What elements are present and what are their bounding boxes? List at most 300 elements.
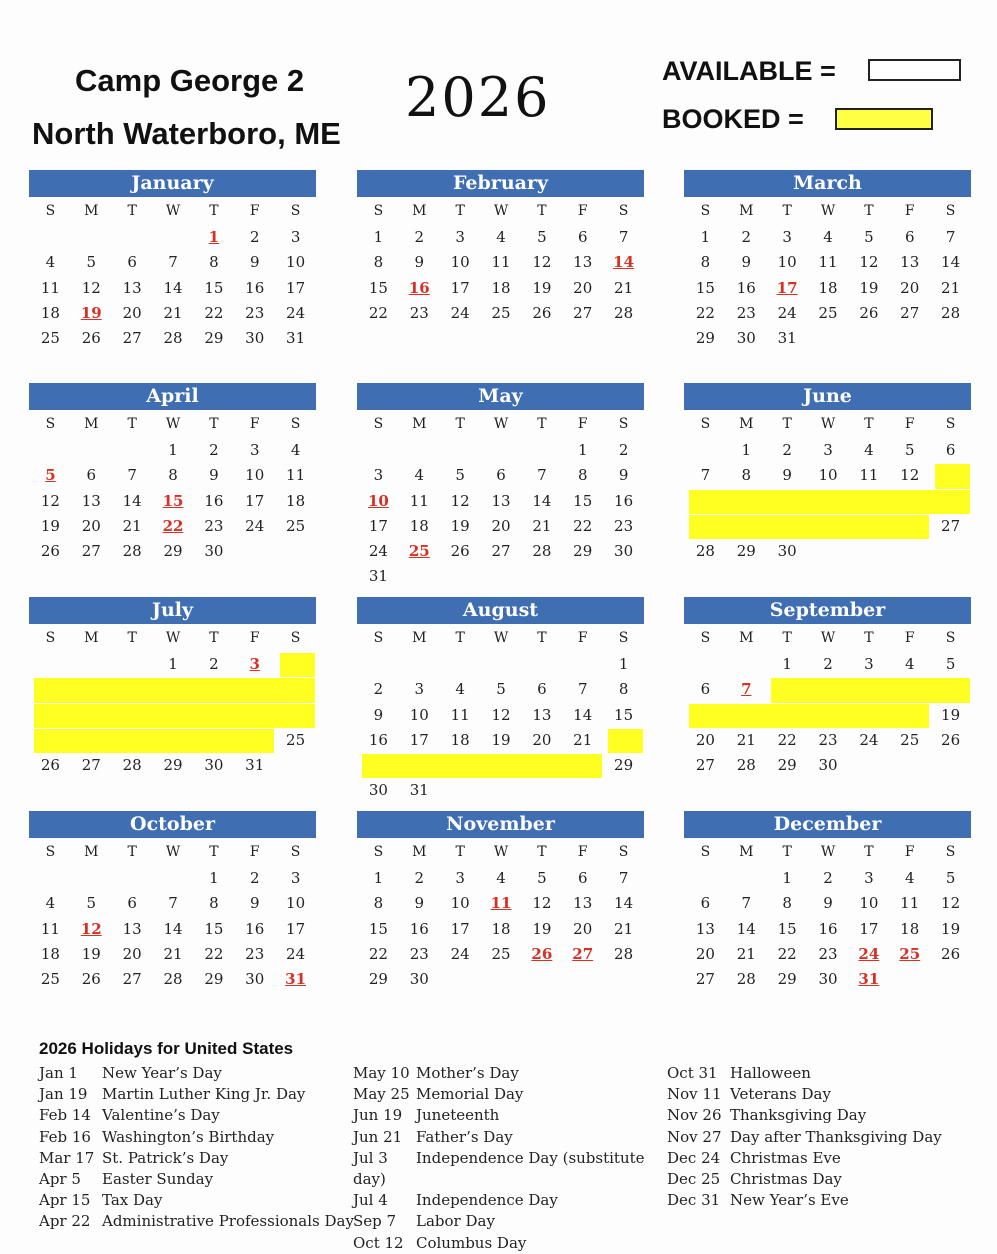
day-cell[interactable]: 17: [286, 919, 306, 938]
day-cell[interactable]: 29: [163, 542, 183, 561]
day-cell[interactable]: 11: [859, 466, 879, 485]
day-cell[interactable]: 26: [941, 730, 961, 749]
day-cell[interactable]: 8: [168, 466, 178, 485]
day-cell[interactable]: 5: [86, 894, 97, 913]
day-cell[interactable]: 2: [249, 869, 260, 887]
day-cell[interactable]: 30: [245, 329, 265, 348]
day-cell[interactable]: 13: [81, 491, 101, 510]
day-cell[interactable]: 7: [618, 228, 629, 246]
day-cell[interactable]: 14: [614, 894, 634, 913]
day-cell[interactable]: 24: [245, 516, 265, 535]
day-cell[interactable]: 22: [204, 303, 224, 322]
day-cell[interactable]: 18: [818, 278, 838, 297]
day-cell[interactable]: 15: [204, 278, 224, 297]
day-cell[interactable]: 1: [373, 869, 384, 887]
day-cell[interactable]: 25: [491, 303, 511, 322]
day-cell[interactable]: 11: [818, 253, 838, 272]
day-cell[interactable]: 13: [900, 253, 920, 272]
day-cell[interactable]: 22: [368, 944, 388, 963]
day-cell[interactable]: 4: [904, 655, 915, 673]
day-cell[interactable]: 1: [782, 869, 792, 887]
holiday-date[interactable]: 25: [899, 944, 921, 963]
day-cell[interactable]: 22: [695, 303, 715, 322]
day-cell[interactable]: 28: [695, 542, 715, 561]
day-cell[interactable]: 13: [695, 919, 715, 938]
day-cell[interactable]: 7: [577, 680, 588, 699]
day-cell[interactable]: 31: [409, 781, 429, 800]
day-cell[interactable]: 8: [618, 680, 629, 699]
day-cell[interactable]: 1: [782, 655, 792, 673]
day-cell[interactable]: 1: [577, 441, 588, 459]
day-cell[interactable]: 9: [782, 466, 792, 485]
day-cell[interactable]: 9: [618, 466, 629, 485]
day-cell[interactable]: 26: [859, 303, 879, 322]
day-cell[interactable]: 20: [573, 919, 593, 938]
day-cell[interactable]: 21: [532, 516, 552, 535]
day-cell[interactable]: 21: [163, 303, 183, 322]
day-cell[interactable]: 3: [823, 441, 833, 459]
day-cell[interactable]: 25: [40, 970, 60, 989]
day-cell[interactable]: 19: [450, 516, 470, 535]
day-cell[interactable]: 11: [40, 278, 60, 297]
day-cell[interactable]: 17: [450, 278, 470, 297]
day-cell[interactable]: 29: [368, 970, 388, 989]
day-cell[interactable]: 13: [573, 894, 593, 913]
day-cell[interactable]: 19: [491, 730, 511, 749]
day-cell[interactable]: 23: [409, 944, 429, 963]
day-cell[interactable]: 17: [368, 516, 388, 535]
day-cell[interactable]: 13: [122, 919, 142, 938]
day-cell[interactable]: 6: [700, 894, 711, 913]
holiday-date[interactable]: 10: [367, 491, 389, 510]
day-cell[interactable]: 3: [782, 228, 792, 246]
day-cell[interactable]: 2: [782, 441, 792, 459]
day-cell[interactable]: 31: [777, 329, 797, 348]
day-cell[interactable]: 30: [777, 542, 797, 561]
day-cell[interactable]: 3: [455, 869, 465, 887]
day-cell[interactable]: 26: [532, 303, 552, 322]
day-cell[interactable]: 8: [700, 253, 711, 272]
day-cell[interactable]: 13: [122, 278, 142, 297]
holiday-date[interactable]: 26: [531, 944, 553, 963]
day-cell[interactable]: 8: [209, 253, 219, 272]
day-cell[interactable]: 5: [945, 655, 956, 673]
day-cell[interactable]: 19: [941, 705, 961, 724]
day-cell[interactable]: 16: [245, 278, 265, 297]
day-cell[interactable]: 5: [537, 228, 547, 246]
day-cell[interactable]: 8: [373, 894, 384, 913]
day-cell[interactable]: 10: [859, 894, 879, 913]
day-cell[interactable]: 14: [163, 919, 183, 938]
day-cell[interactable]: 30: [368, 781, 388, 800]
day-cell[interactable]: 11: [491, 253, 511, 272]
day-cell[interactable]: 4: [455, 680, 465, 699]
day-cell[interactable]: 20: [532, 730, 552, 749]
holiday-date[interactable]: 31: [858, 970, 880, 989]
day-cell[interactable]: 31: [286, 329, 306, 348]
day-cell[interactable]: 27: [122, 329, 142, 348]
day-cell[interactable]: 12: [450, 491, 470, 510]
day-cell[interactable]: 21: [736, 944, 756, 963]
day-cell[interactable]: 3: [290, 869, 301, 887]
day-cell[interactable]: 25: [286, 730, 306, 749]
day-cell[interactable]: 6: [127, 253, 137, 272]
day-cell[interactable]: 25: [286, 516, 306, 535]
day-cell[interactable]: 20: [122, 303, 142, 322]
day-cell[interactable]: 16: [818, 919, 838, 938]
day-cell[interactable]: 14: [163, 278, 183, 297]
day-cell[interactable]: 26: [450, 542, 470, 561]
holiday-date[interactable]: 12: [80, 919, 102, 938]
day-cell[interactable]: 10: [245, 466, 265, 485]
holiday-date[interactable]: 3: [249, 655, 260, 673]
day-cell[interactable]: 2: [414, 228, 425, 246]
day-cell[interactable]: 3: [414, 680, 425, 699]
day-cell[interactable]: 19: [859, 278, 879, 297]
day-cell[interactable]: 18: [40, 303, 60, 322]
day-cell[interactable]: 23: [614, 516, 634, 535]
day-cell[interactable]: 27: [941, 516, 961, 535]
day-cell[interactable]: 9: [249, 253, 260, 272]
day-cell[interactable]: 4: [45, 253, 56, 272]
day-cell[interactable]: 12: [859, 253, 879, 272]
day-cell[interactable]: 11: [450, 705, 470, 724]
day-cell[interactable]: 6: [945, 441, 956, 459]
day-cell[interactable]: 30: [736, 329, 756, 348]
day-cell[interactable]: 15: [695, 278, 715, 297]
day-cell[interactable]: 30: [245, 970, 265, 989]
day-cell[interactable]: 8: [782, 894, 792, 913]
day-cell[interactable]: 25: [40, 329, 60, 348]
day-cell[interactable]: 2: [823, 869, 833, 887]
day-cell[interactable]: 9: [741, 253, 752, 272]
day-cell[interactable]: 30: [614, 542, 634, 561]
day-cell[interactable]: 22: [204, 944, 224, 963]
day-cell[interactable]: 18: [491, 278, 511, 297]
day-cell[interactable]: 21: [122, 516, 142, 535]
day-cell[interactable]: 18: [409, 516, 429, 535]
day-cell[interactable]: 12: [941, 894, 961, 913]
holiday-date[interactable]: 15: [162, 491, 184, 510]
day-cell[interactable]: 27: [81, 756, 101, 775]
day-cell[interactable]: 23: [245, 944, 265, 963]
day-cell[interactable]: 18: [450, 730, 470, 749]
day-cell[interactable]: 3: [455, 228, 465, 246]
day-cell[interactable]: 30: [204, 542, 224, 561]
day-cell[interactable]: 16: [245, 919, 265, 938]
day-cell[interactable]: 5: [945, 869, 956, 887]
day-cell[interactable]: 17: [245, 491, 265, 510]
day-cell[interactable]: 23: [818, 730, 838, 749]
holiday-date[interactable]: 31: [285, 970, 307, 989]
day-cell[interactable]: 27: [900, 303, 920, 322]
day-cell[interactable]: 10: [450, 894, 470, 913]
day-cell[interactable]: 6: [904, 228, 915, 246]
day-cell[interactable]: 1: [168, 441, 178, 459]
day-cell[interactable]: 6: [577, 869, 588, 887]
day-cell[interactable]: 18: [491, 919, 511, 938]
day-cell[interactable]: 15: [368, 919, 388, 938]
day-cell[interactable]: 13: [532, 705, 552, 724]
day-cell[interactable]: 30: [409, 970, 429, 989]
day-cell[interactable]: 20: [491, 516, 511, 535]
day-cell[interactable]: 30: [818, 970, 838, 989]
day-cell[interactable]: 24: [859, 730, 879, 749]
day-cell[interactable]: 17: [409, 730, 429, 749]
day-cell[interactable]: 4: [496, 228, 506, 246]
day-cell[interactable]: 25: [900, 730, 920, 749]
day-cell[interactable]: 18: [286, 491, 306, 510]
day-cell[interactable]: 1: [618, 655, 629, 673]
day-cell[interactable]: 12: [40, 491, 60, 510]
day-cell[interactable]: 14: [122, 491, 142, 510]
holiday-date[interactable]: 11: [490, 894, 512, 913]
day-cell[interactable]: 16: [614, 491, 634, 510]
day-cell[interactable]: 20: [122, 944, 142, 963]
day-cell[interactable]: 20: [573, 278, 593, 297]
day-cell[interactable]: 6: [127, 894, 137, 913]
day-cell[interactable]: 6: [537, 680, 547, 699]
day-cell[interactable]: 29: [204, 970, 224, 989]
day-cell[interactable]: 20: [81, 516, 101, 535]
day-cell[interactable]: 19: [532, 919, 552, 938]
day-cell[interactable]: 1: [700, 228, 711, 246]
day-cell[interactable]: 11: [409, 491, 429, 510]
day-cell[interactable]: 9: [373, 705, 384, 724]
day-cell[interactable]: 12: [900, 466, 920, 485]
day-cell[interactable]: 10: [286, 894, 306, 913]
day-cell[interactable]: 4: [45, 894, 56, 913]
day-cell[interactable]: 17: [286, 278, 306, 297]
day-cell[interactable]: 16: [736, 278, 756, 297]
day-cell[interactable]: 10: [450, 253, 470, 272]
holiday-date[interactable]: 19: [80, 303, 102, 322]
day-cell[interactable]: 14: [573, 705, 593, 724]
day-cell[interactable]: 2: [823, 655, 833, 673]
day-cell[interactable]: 8: [373, 253, 384, 272]
day-cell[interactable]: 16: [368, 730, 388, 749]
day-cell[interactable]: 18: [900, 919, 920, 938]
day-cell[interactable]: 10: [286, 253, 306, 272]
day-cell[interactable]: 21: [614, 919, 634, 938]
day-cell[interactable]: 2: [373, 680, 384, 699]
day-cell[interactable]: 2: [618, 441, 629, 459]
day-cell[interactable]: 2: [209, 655, 219, 673]
day-cell[interactable]: 10: [777, 253, 797, 272]
holiday-date[interactable]: 22: [162, 516, 184, 535]
day-cell[interactable]: 12: [532, 253, 552, 272]
day-cell[interactable]: 7: [741, 894, 752, 913]
day-cell[interactable]: 20: [695, 730, 715, 749]
day-cell[interactable]: 14: [941, 253, 961, 272]
holiday-date[interactable]: 25: [408, 542, 430, 561]
day-cell[interactable]: 28: [941, 303, 961, 322]
day-cell[interactable]: 25: [491, 944, 511, 963]
day-cell[interactable]: 8: [577, 466, 588, 485]
day-cell[interactable]: 3: [290, 228, 301, 246]
day-cell[interactable]: 1: [209, 869, 219, 887]
day-cell[interactable]: 13: [573, 253, 593, 272]
day-cell[interactable]: 15: [368, 278, 388, 297]
day-cell[interactable]: 22: [573, 516, 593, 535]
day-cell[interactable]: 15: [614, 705, 634, 724]
day-cell[interactable]: 3: [864, 869, 874, 887]
day-cell[interactable]: 9: [414, 894, 425, 913]
day-cell[interactable]: 3: [373, 466, 384, 485]
day-cell[interactable]: 1: [168, 655, 178, 673]
day-cell[interactable]: 7: [618, 869, 629, 887]
day-cell[interactable]: 26: [81, 329, 101, 348]
day-cell[interactable]: 10: [409, 705, 429, 724]
day-cell[interactable]: 28: [532, 542, 552, 561]
day-cell[interactable]: 15: [204, 919, 224, 938]
day-cell[interactable]: 29: [777, 970, 797, 989]
day-cell[interactable]: 14: [532, 491, 552, 510]
day-cell[interactable]: 4: [290, 441, 301, 459]
day-cell[interactable]: 27: [81, 542, 101, 561]
day-cell[interactable]: 6: [496, 466, 506, 485]
day-cell[interactable]: 28: [122, 542, 142, 561]
day-cell[interactable]: 12: [81, 278, 101, 297]
day-cell[interactable]: 28: [736, 756, 756, 775]
day-cell[interactable]: 17: [450, 919, 470, 938]
day-cell[interactable]: 17: [859, 919, 879, 938]
day-cell[interactable]: 2: [414, 869, 425, 887]
day-cell[interactable]: 23: [736, 303, 756, 322]
day-cell[interactable]: 29: [573, 542, 593, 561]
holiday-date[interactable]: 5: [45, 466, 56, 485]
day-cell[interactable]: 1: [741, 441, 752, 459]
day-cell[interactable]: 28: [736, 970, 756, 989]
day-cell[interactable]: 24: [450, 944, 470, 963]
day-cell[interactable]: 27: [573, 303, 593, 322]
day-cell[interactable]: 11: [900, 894, 920, 913]
holiday-date[interactable]: 17: [776, 278, 798, 297]
day-cell[interactable]: 2: [249, 228, 260, 246]
day-cell[interactable]: 28: [163, 970, 183, 989]
day-cell[interactable]: 9: [823, 894, 833, 913]
day-cell[interactable]: 12: [532, 894, 552, 913]
day-cell[interactable]: 27: [491, 542, 511, 561]
day-cell[interactable]: 21: [163, 944, 183, 963]
day-cell[interactable]: 24: [450, 303, 470, 322]
day-cell[interactable]: 8: [741, 466, 752, 485]
day-cell[interactable]: 13: [491, 491, 511, 510]
day-cell[interactable]: 6: [700, 680, 711, 699]
day-cell[interactable]: 7: [168, 894, 178, 913]
day-cell[interactable]: 5: [537, 869, 547, 887]
day-cell[interactable]: 21: [736, 730, 756, 749]
day-cell[interactable]: 26: [81, 970, 101, 989]
day-cell[interactable]: 29: [736, 542, 756, 561]
day-cell[interactable]: 28: [614, 944, 634, 963]
day-cell[interactable]: 30: [204, 756, 224, 775]
day-cell[interactable]: 3: [249, 441, 260, 459]
day-cell[interactable]: 11: [40, 919, 60, 938]
day-cell[interactable]: 7: [168, 253, 178, 272]
day-cell[interactable]: 7: [700, 466, 711, 485]
day-cell[interactable]: 26: [40, 542, 60, 561]
day-cell[interactable]: 22: [368, 303, 388, 322]
day-cell[interactable]: 24: [777, 303, 797, 322]
day-cell[interactable]: 29: [163, 756, 183, 775]
day-cell[interactable]: 7: [945, 228, 956, 246]
day-cell[interactable]: 21: [573, 730, 593, 749]
day-cell[interactable]: 5: [904, 441, 915, 459]
day-cell[interactable]: 24: [286, 944, 306, 963]
day-cell[interactable]: 4: [864, 441, 874, 459]
day-cell[interactable]: 2: [209, 441, 219, 459]
day-cell[interactable]: 30: [818, 756, 838, 775]
day-cell[interactable]: 31: [368, 567, 388, 586]
day-cell[interactable]: 15: [573, 491, 593, 510]
day-cell[interactable]: 24: [368, 542, 388, 561]
day-cell[interactable]: 3: [864, 655, 874, 673]
day-cell[interactable]: 25: [818, 303, 838, 322]
day-cell[interactable]: 28: [122, 756, 142, 775]
day-cell[interactable]: 16: [409, 919, 429, 938]
day-cell[interactable]: 27: [122, 970, 142, 989]
day-cell[interactable]: 19: [532, 278, 552, 297]
day-cell[interactable]: 5: [864, 228, 874, 246]
day-cell[interactable]: 21: [614, 278, 634, 297]
day-cell[interactable]: 20: [900, 278, 920, 297]
day-cell[interactable]: 31: [245, 756, 265, 775]
day-cell[interactable]: 23: [204, 516, 224, 535]
day-cell[interactable]: 16: [204, 491, 224, 510]
day-cell[interactable]: 5: [86, 253, 97, 272]
day-cell[interactable]: 26: [941, 944, 961, 963]
holiday-date[interactable]: 27: [572, 944, 594, 963]
day-cell[interactable]: 19: [941, 919, 961, 938]
holiday-date[interactable]: 7: [741, 680, 752, 699]
day-cell[interactable]: 7: [537, 466, 547, 485]
day-cell[interactable]: 4: [823, 228, 833, 246]
day-cell[interactable]: 4: [904, 869, 915, 887]
day-cell[interactable]: 9: [414, 253, 425, 272]
day-cell[interactable]: 23: [409, 303, 429, 322]
day-cell[interactable]: 26: [40, 756, 60, 775]
day-cell[interactable]: 6: [86, 466, 97, 485]
day-cell[interactable]: 11: [286, 466, 306, 485]
day-cell[interactable]: 5: [496, 680, 506, 699]
holiday-date[interactable]: 24: [858, 944, 880, 963]
day-cell[interactable]: 9: [209, 466, 219, 485]
day-cell[interactable]: 20: [695, 944, 715, 963]
day-cell[interactable]: 28: [163, 329, 183, 348]
day-cell[interactable]: 23: [245, 303, 265, 322]
day-cell[interactable]: 4: [414, 466, 425, 485]
day-cell[interactable]: 23: [818, 944, 838, 963]
day-cell[interactable]: 6: [577, 228, 588, 246]
holiday-date[interactable]: 14: [613, 253, 635, 272]
day-cell[interactable]: 29: [695, 329, 715, 348]
day-cell[interactable]: 1: [373, 228, 384, 246]
day-cell[interactable]: 4: [496, 869, 506, 887]
day-cell[interactable]: 8: [209, 894, 219, 913]
day-cell[interactable]: 2: [741, 228, 752, 246]
day-cell[interactable]: 19: [40, 516, 60, 535]
day-cell[interactable]: 7: [127, 466, 137, 485]
day-cell[interactable]: 27: [695, 970, 715, 989]
day-cell[interactable]: 12: [491, 705, 511, 724]
day-cell[interactable]: 9: [249, 894, 260, 913]
day-cell[interactable]: 29: [204, 329, 224, 348]
holiday-date[interactable]: 1: [208, 228, 220, 246]
day-cell[interactable]: 5: [455, 466, 465, 485]
day-cell[interactable]: 28: [614, 303, 634, 322]
day-cell[interactable]: 19: [81, 944, 101, 963]
